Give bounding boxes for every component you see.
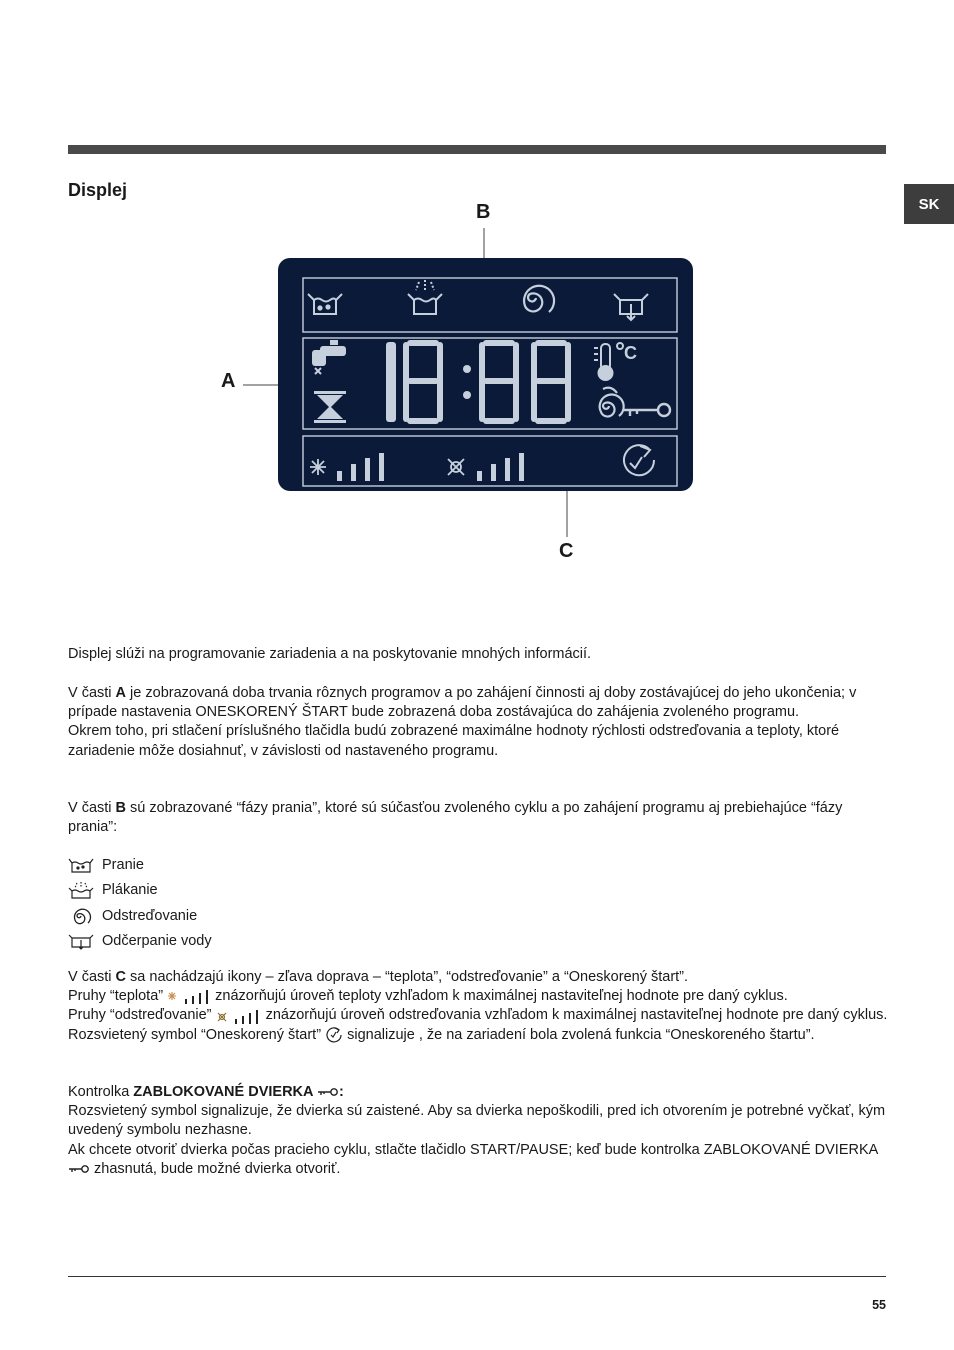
- part-b-paragraph: [68, 799, 888, 837]
- callout-a: A: [221, 370, 236, 392]
- spin-icon: [68, 907, 94, 925]
- part-b-post: sú zobrazované “fázy prania”, ktoré sú súčasťou zvoleného cyklu a po zahájení programu aj prebiehajúce “fázy prania”:: [68, 800, 843, 836]
- part-c-letter: C: [115, 969, 127, 985]
- delay-start-icon: [325, 1026, 343, 1044]
- page-title: Displej: [68, 180, 128, 200]
- wash-icon: [68, 856, 94, 874]
- lock-colon: :: [338, 1084, 344, 1100]
- part-a-paragraph: [68, 684, 888, 761]
- svg-text:C: C: [624, 343, 637, 363]
- part-b-letter: B: [115, 800, 127, 816]
- list-item: [68, 903, 212, 929]
- intro-text: Displej slúži na programovanie zariadenia a na poskytovanie mnohých informácií.: [68, 646, 592, 662]
- lock-pre: Kontrolka: [68, 1084, 134, 1100]
- temperature-bars-icon: [167, 988, 211, 1004]
- part-a-line2: Okrem toho, pri stlačení príslušného tlačidla budú zobrazené maximálne hodnoty rýchlosti odstreďovania a teploty, ktoré zariadenie môže dosiahnuť, v závislosti od nastaveného programu.: [68, 723, 840, 759]
- lock-paragraph: [68, 1083, 888, 1179]
- list-item: [68, 929, 212, 955]
- callout-c: C: [559, 540, 574, 562]
- phase-label: Plákanie: [102, 882, 158, 899]
- list-item: [68, 878, 212, 904]
- spin-bars-post: znázorňujú úroveň odstreďovania vzhľadom k maximálnej nastaviteľnej hodnote pre daný cyklus.: [261, 1007, 888, 1024]
- phase-label: Odčerpanie vody: [102, 933, 212, 950]
- spin-level-icon: [448, 459, 464, 475]
- display-diagram: [278, 258, 693, 491]
- list-item: [68, 852, 212, 878]
- part-a-letter: A: [115, 685, 127, 701]
- part-b-pre: V časti: [68, 800, 116, 816]
- page-number: 55: [872, 1298, 886, 1312]
- delay-pre: Rozsvietený symbol “Oneskorený štart”: [68, 1026, 326, 1043]
- rinse-icon: [68, 881, 94, 899]
- phase-list: [68, 852, 212, 954]
- part-c-post: sa nachádzajú ikony – zľava doprava – “teplota”, “odstreďovanie” a “Oneskorený štart”.: [126, 969, 689, 985]
- temperature-icon: [310, 459, 326, 475]
- drain-icon: [68, 932, 94, 950]
- part-a-post: je zobrazovaná doba trvania rôznych programov a po zahájení činnosti aj doby zostávajúcej do jeho ukončenia; v prípade nastavenia ONESKORENÝ ŠTART bude zobrazená doba zostávajúca do zahájenia zvoleného programu.: [68, 685, 857, 721]
- temp-bars-post: znázorňujú úroveň teploty vzhľadom k maximálnej nastaviteľnej hodnote pre daný cyklus.: [211, 988, 788, 1005]
- lock-label: ZABLOKOVANÉ DVIERKA: [133, 1084, 317, 1100]
- footer-rule: [68, 1276, 886, 1277]
- door-lock-small-icon: [317, 1086, 339, 1098]
- callout-b: B: [476, 201, 491, 223]
- part-c-pre: V časti: [68, 969, 116, 985]
- door-lock-small-icon: [68, 1163, 90, 1175]
- delay-post: signalizuje , že na zariadení bola zvolená funkcia “Oneskoreného štartu”.: [343, 1026, 815, 1043]
- spin-bars-icon: [216, 1008, 262, 1024]
- language-tab: SK: [904, 184, 954, 224]
- part-a-pre: V časti: [68, 685, 116, 701]
- temp-bars-pre: Pruhy “teplota”: [68, 988, 168, 1005]
- intro-paragraph: [68, 645, 888, 664]
- lock-line1: Rozsvietený symbol signalizuje, že dvierka sú zaistené. Aby sa dvierka nepoškodili, pred ich otvorením je potrebné vyčkať, kým uvedený symbolu nezhasne.: [68, 1103, 886, 1139]
- phase-label: Pranie: [102, 856, 144, 873]
- spin-bars-pre: Pruhy “odstreďovanie”: [68, 1007, 216, 1024]
- lock-line2-pre: Ak chcete otvoriť dvierka počas pracieho cyklu, stlačte tlačidlo START/PAUSE; keď bude kontrolka ZABLOKOVANÉ DVIERKA: [68, 1141, 878, 1158]
- part-c-paragraph: [68, 968, 888, 1045]
- phase-label: Odstreďovanie: [102, 907, 198, 924]
- lock-line2-post: zhasnutá, bude možné dvierka otvoriť.: [90, 1160, 341, 1177]
